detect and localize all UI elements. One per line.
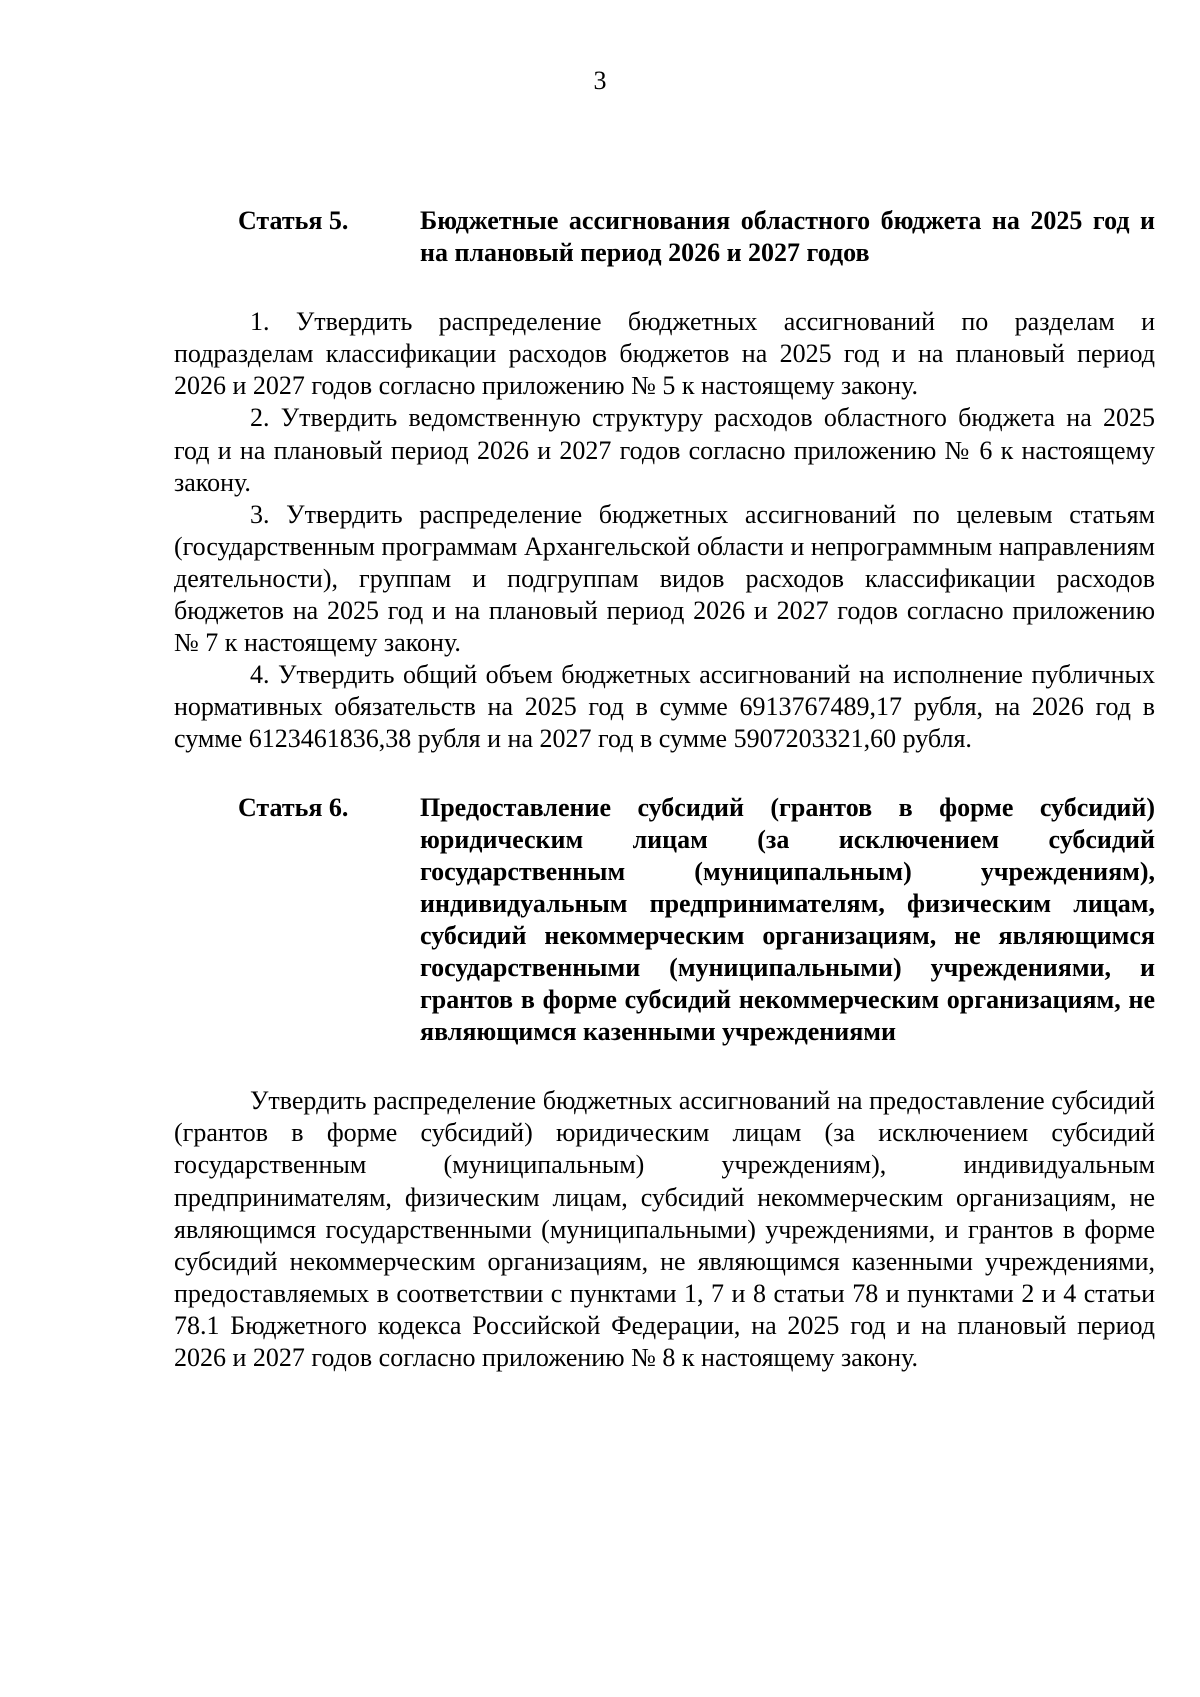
article-6-paragraph-1: Утвердить распределение бюджетных ассигнований на предоставление субсидий (грантов в форме субсидий) юридическим лицам (за исключением субсидий государственным (муниципальным) учреждениям), индивидуальным предпринимателям, физическим лицам, субсидий некоммерческим организациям, не являющимся государственными (муниципальными) учреждениями, и грантов в форме субсидий некоммерческим организациям, не являющимся казенными учреждениями, предоставляемых в соответствии с пунктами 1, 7 и 8 статьи 78 и пунктами 2 и 4 статьи 78.1 Бюджетного кодекса Российской Федерации, на 2025 год и на плановый период 2026 и 2027 годов согласно приложению № 8 к настоящему закону.	[174, 1086, 1155, 1372]
document-body	[174, 205, 1155, 1374]
page-number: 3	[593, 66, 607, 95]
article-5-paragraph-3: 3. Утвердить распределение бюджетных ассигнований по целевым статьям (государственным программам Архангельской области и непрограммным направлениям деятельности), группам и подгруппам видов расходов классификации расходов бюджетов на 2025 год и на плановый период 2026 и 2027 годов согласно приложению № 7 к настоящему закону.	[174, 499, 1155, 658]
article-5-number: Статья 5.	[238, 206, 349, 235]
article-6-number: Статья 6.	[238, 792, 349, 822]
article-5-title: Бюджетные ассигнования областного бюджета на 2025 год и на плановый период 2026 и 2027 годов	[420, 206, 1155, 268]
article-6-title: Предоставление субсидий (грантов в форме субсидий) юридическим лицам (за исключением субсидий государственным (муниципальным) учреждениям), индивидуальным предпринимателям, физическим лицам, субсидий некоммерческим организациям, не являющимся государственными (муниципальными) учреждениями, и грантов в форме субсидий некоммерческим организациям, не являющимся казенными учреждениями	[420, 792, 1155, 1047]
article-6-heading	[174, 792, 1155, 1049]
article-5-heading	[174, 205, 1155, 269]
article-5-paragraph-4: 4. Утвердить общий объем бюджетных ассигнований на исполнение публичных нормативных обязательств на 2025 год в сумме 6913767489,17 рубля, на 2026 год в сумме 6123461836,38 рубля и на 2027 год в сумме 5907203321,60 рубля.	[174, 660, 1155, 754]
article-5-paragraph-1: 1. Утвердить распределение бюджетных ассигнований по разделам и подразделам классификации расходов бюджетов на 2025 год и на плановый период 2026 и 2027 годов согласно приложению № 5 к настоящему закону.	[174, 307, 1155, 401]
article-5-paragraph-2: 2. Утвердить ведомственную структуру расходов областного бюджета на 2025 год и на плановый период 2026 и 2027 годов согласно приложению № 6 к настоящему закону.	[174, 403, 1155, 497]
